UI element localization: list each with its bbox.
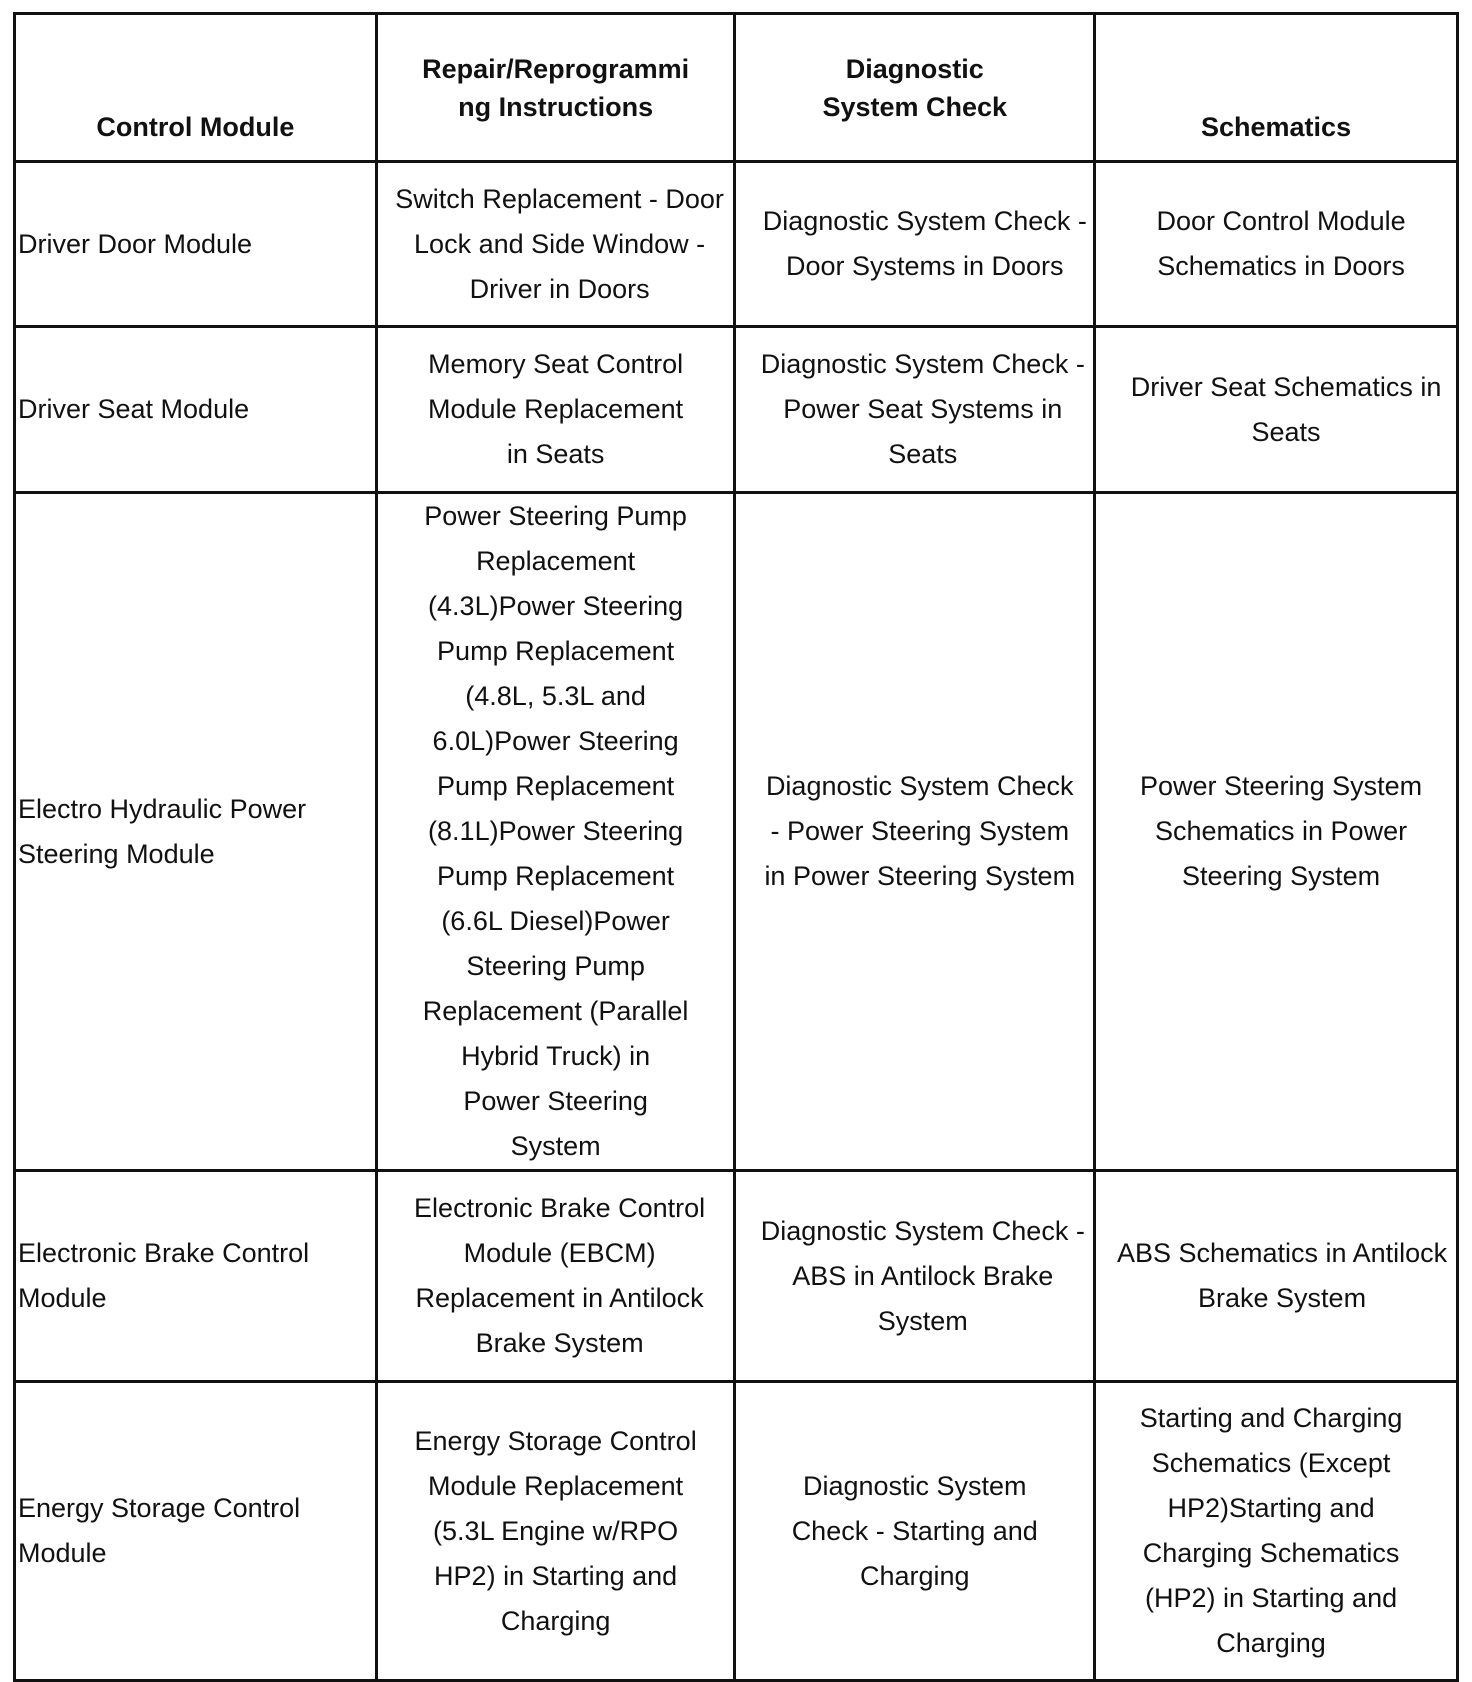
cell-schematics: Power Steering System Schematics in Power Steering System xyxy=(1095,493,1458,1171)
header-diagnostic-system-check: Diagnostic System Check xyxy=(735,14,1095,162)
cell-repair-instructions: Electronic Brake Control Module (EBCM) Replacement in Antilock Brake System xyxy=(376,1171,735,1382)
cell-diagnostic-check: Diagnostic System Check - Starting and Charging xyxy=(735,1382,1095,1681)
table-header-row xyxy=(15,14,1458,162)
cell-repair-instructions: Switch Replacement - Door Lock and Side Window - Driver in Doors xyxy=(376,162,735,327)
cell-control-module: Driver Seat Module xyxy=(15,327,377,493)
header-control-module: Control Module xyxy=(15,14,377,162)
cell-diagnostic-check: Diagnostic System Check - ABS in Antilock Brake System xyxy=(735,1171,1095,1382)
header-repair-instructions: Repair/Reprogramming Instructions xyxy=(376,14,735,162)
cell-diagnostic-check: Diagnostic System Check - Door Systems in Doors xyxy=(735,162,1095,327)
control-module-table xyxy=(13,12,1459,1682)
cell-schematics: ABS Schematics in Antilock Brake System xyxy=(1095,1171,1458,1382)
cell-repair-instructions: Power Steering Pump Replacement (4.3L)Power Steering Pump Replacement (4.8L, 5.3L and 6.0L)Power Steering Pump Replacement (8.1L)Power Steering Pump Replacement (6.6L Diesel)Power Steering Pump Replacement (Parallel Hybrid Truck) in Power Steering System xyxy=(376,493,735,1171)
header-schematics: Schematics xyxy=(1095,14,1458,162)
table-row xyxy=(15,162,1458,327)
cell-diagnostic-check: Diagnostic System Check - Power Seat Systems in Seats xyxy=(735,327,1095,493)
cell-repair-instructions: Memory Seat Control Module Replacement in Seats xyxy=(376,327,735,493)
table-row xyxy=(15,327,1458,493)
cell-control-module: Energy Storage Control Module xyxy=(15,1382,377,1681)
cell-schematics: Starting and Charging Schematics (Except HP2)Starting and Charging Schematics (HP2) in Starting and Charging xyxy=(1095,1382,1458,1681)
cell-schematics: Door Control Module Schematics in Doors xyxy=(1095,162,1458,327)
table-row xyxy=(15,493,1458,1171)
table-row xyxy=(15,1382,1458,1681)
table-row xyxy=(15,1171,1458,1382)
cell-control-module: Electro Hydraulic Power Steering Module xyxy=(15,493,377,1171)
cell-control-module: Driver Door Module xyxy=(15,162,377,327)
cell-schematics: Driver Seat Schematics in Seats xyxy=(1095,327,1458,493)
cell-repair-instructions: Energy Storage Control Module Replacement (5.3L Engine w/RPO HP2) in Starting and Charging xyxy=(376,1382,735,1681)
cell-diagnostic-check: Diagnostic System Check - Power Steering System in Power Steering System xyxy=(735,493,1095,1171)
cell-control-module: Electronic Brake Control Module xyxy=(15,1171,377,1382)
